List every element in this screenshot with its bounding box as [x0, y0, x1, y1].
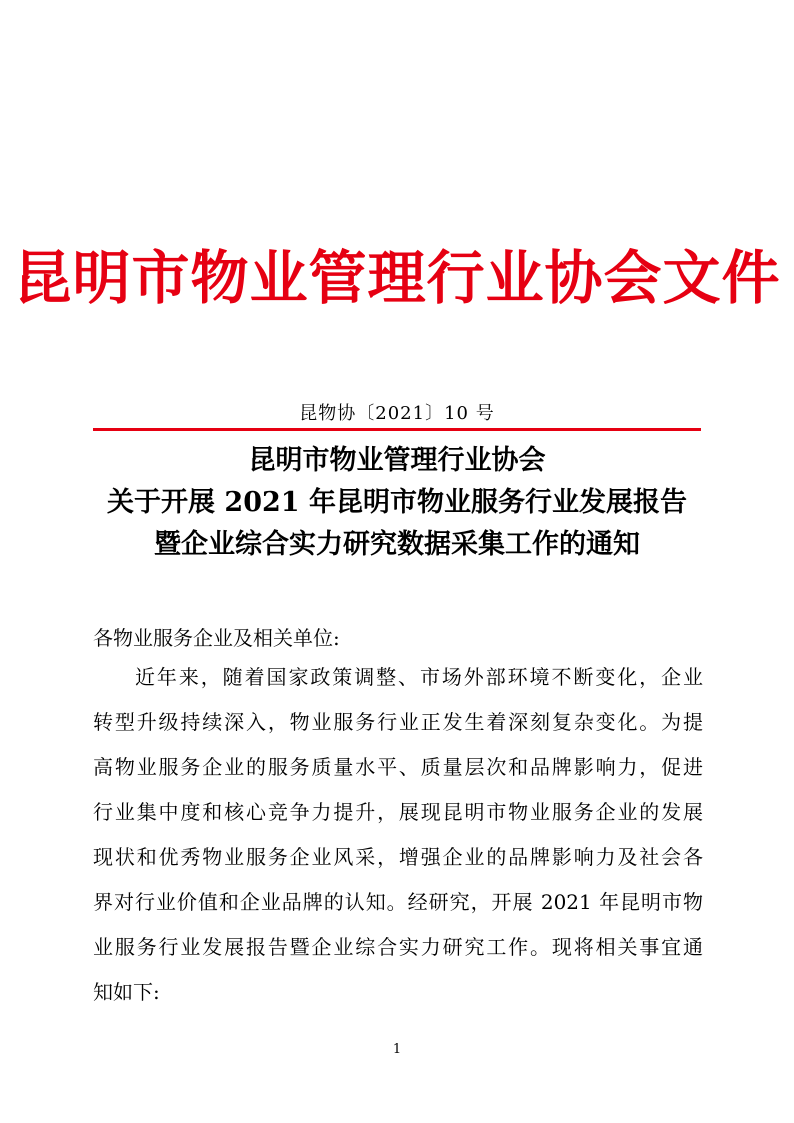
body-line: 知如下: [93, 980, 160, 1004]
body-line: 转型升级持续深入，物业服务行业正发生着深刻复杂变化。为提 [93, 710, 703, 734]
body-line: 业服务行业发展报告暨企业综合实力研究工作。现将相关事宜通 [93, 935, 703, 959]
body-line: 近年来，随着国家政策调整、市场外部环境不断变化，企业 [135, 665, 703, 689]
body-line: 行业集中度和核心竞争力提升，展现昆明市物业服务企业的发展 [93, 800, 703, 824]
body-line: 界对行业价值和企业品牌的认知。经研究，开展 2021 年昆明市物 [93, 890, 703, 914]
page-number: 1 [392, 1042, 402, 1057]
body-paragraph [93, 662, 703, 1022]
notice-title-line-1: 昆明市物业管理行业协会 [248, 445, 546, 476]
notice-title-line-3: 暨企业综合实力研究数据采集工作的通知 [154, 529, 640, 560]
notice-title-line-2: 关于开展 2021 年昆明市物业服务行业发展报告 [107, 487, 687, 518]
body-line: 现状和优秀物业服务企业风采，增强企业的品牌影响力及社会各 [93, 845, 703, 869]
body-line: 高物业服务企业的服务质量水平、质量层次和品牌影响力，促进 [93, 755, 703, 779]
salutation: 各物业服务企业及相关单位: [93, 626, 340, 650]
document-header-title: 昆明市物业管理行业协会文件 [13, 244, 781, 312]
notice-title [0, 440, 794, 566]
header-red-divider [93, 428, 701, 431]
document-number: 昆物协〔2021〕10 号 [299, 403, 495, 424]
